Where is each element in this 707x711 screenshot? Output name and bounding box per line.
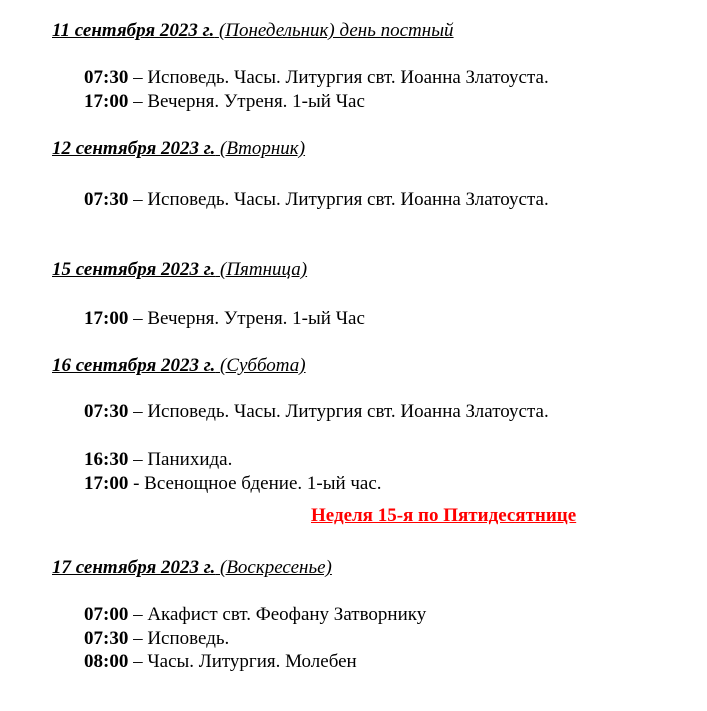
service-time: 07:00 — [84, 604, 129, 625]
service-line — [84, 473, 382, 495]
day-note: (Воскресенье) — [220, 557, 332, 578]
day-date: 17 сентября 2023 г. — [52, 557, 216, 578]
service-time: 16:30 — [84, 449, 129, 470]
day-date: 12 сентября 2023 г. — [52, 138, 216, 159]
service-text: – Исповедь. Часы. Литургия свт. Иоанна Златоуста. — [133, 67, 549, 88]
service-line — [84, 628, 229, 650]
day-date: 16 сентября 2023 г. — [52, 355, 216, 376]
service-text: – Часы. Литургия. Молебен — [133, 651, 357, 672]
service-text: – Исповедь. Часы. Литургия свт. Иоанна Златоуста. — [133, 401, 549, 422]
service-time: 07:30 — [84, 401, 129, 422]
service-time: 17:00 — [84, 473, 129, 494]
day-heading — [52, 557, 332, 579]
service-text: – Акафист свт. Феофану Затворнику — [133, 604, 427, 625]
service-time: 08:00 — [84, 651, 129, 672]
day-heading — [52, 259, 307, 281]
day-date: 15 сентября 2023 г. — [52, 259, 216, 280]
service-line — [84, 449, 232, 471]
service-line — [84, 651, 357, 673]
service-line — [84, 189, 549, 211]
service-text: – Исповедь. Часы. Литургия свт. Иоанна Златоуста. — [133, 189, 549, 210]
service-time: 17:00 — [84, 91, 129, 112]
day-heading — [52, 20, 454, 42]
day-note: (Пятница) — [220, 259, 308, 280]
service-time: 07:30 — [84, 628, 129, 649]
service-text: – Вечерня. Утреня. 1-ый Час — [133, 91, 365, 112]
sunday-name: Неделя 15-я по Пятидесятнице — [311, 505, 577, 526]
day-heading — [52, 355, 306, 377]
day-note: (Суббота) — [220, 355, 306, 376]
service-time: 07:30 — [84, 67, 129, 88]
service-line — [84, 401, 549, 423]
service-time: 17:00 — [84, 308, 129, 329]
service-line — [84, 308, 365, 330]
day-heading — [52, 138, 305, 160]
service-time: 07:30 — [84, 189, 129, 210]
service-line — [84, 604, 426, 626]
service-text: – Панихида. — [133, 449, 233, 470]
service-line — [84, 67, 549, 89]
day-note: (Понедельник) день постный — [218, 20, 454, 41]
service-text: – Исповедь. — [133, 628, 230, 649]
service-text: – Вечерня. Утреня. 1-ый Час — [133, 308, 365, 329]
day-note: (Вторник) — [220, 138, 306, 159]
service-line — [84, 91, 365, 113]
day-date: 11 сентября 2023 г. — [52, 20, 215, 41]
service-text: - Всенощное бдение. 1-ый час. — [133, 473, 382, 494]
